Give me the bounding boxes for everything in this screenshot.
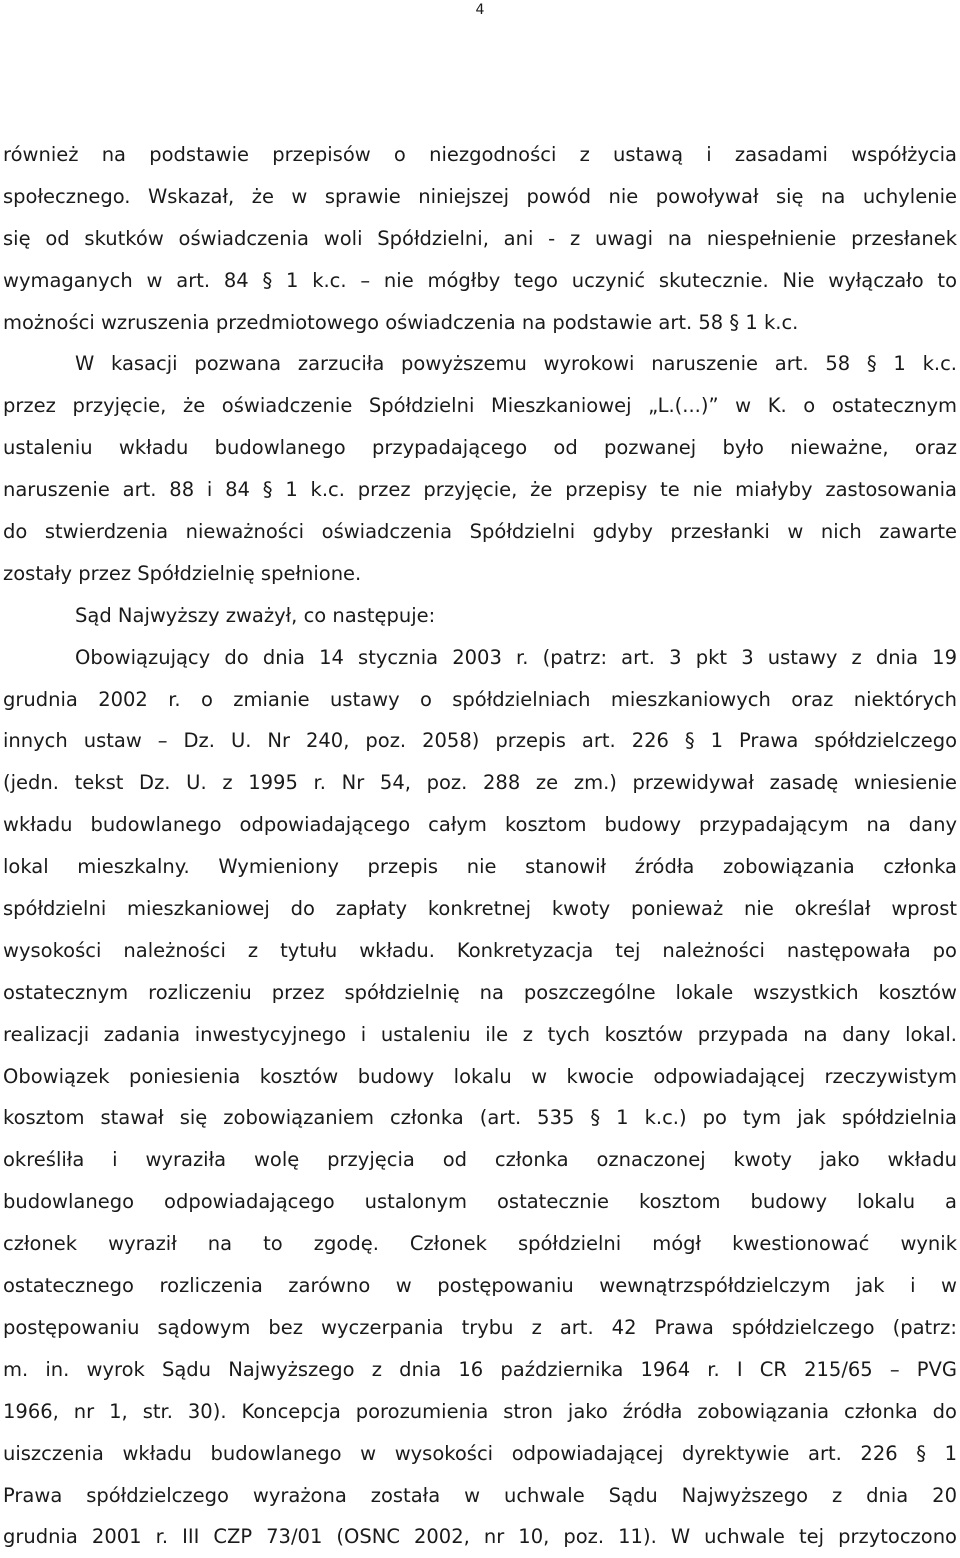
text-line: do stwierdzenia nieważności oświadczenia Spółdzielni gdyby przesłanki w nich zawarte <box>3 520 957 544</box>
text-line: kosztom stawał się zobowiązaniem członka (art. 535 § 1 k.c.) po tym jak spółdzielnia <box>3 1106 957 1130</box>
page-number: 4 <box>475 2 485 18</box>
text-line: Obowiązujący do dnia 14 stycznia 2003 r. (patrz: art. 3 pkt 3 ustawy z dnia 19 <box>75 645 957 669</box>
text-line: ostatecznego rozliczenia zarówno w postępowaniu wewnątrzspółdzielczym jak i w <box>3 1274 957 1298</box>
text-line: również na podstawie przepisów o niezgodności z ustawą i zasadami współżycia <box>3 143 957 166</box>
text-line: lokal mieszkalny. Wymieniony przepis nie stanowił źródła zobowiązania członka <box>3 855 957 879</box>
text-line: wymaganych w art. 84 § 1 k.c. – nie mógłby tego uczynić skutecznie. Nie wyłączało to <box>3 268 957 292</box>
text-line: ostatecznym rozliczeniu przez spółdzielnię na poszczególne lokale wszystkich kosztów <box>3 980 957 1004</box>
text-line: przez przyjęcie, że oświadczenie Spółdzielni Mieszkaniowej „L.(...)” w K. o ostatecznym <box>3 394 957 418</box>
text-line: realizacji zadania inwestycyjnego i ustaleniu ile z tych kosztów przypada na dany lokal. <box>3 1022 957 1046</box>
text-line: się od skutków oświadczenia woli Spółdzielni, ani - z uwagi na niespełnienie przesłanek <box>3 226 957 250</box>
text-line: 1966, nr 1, str. 30). Koncepcja porozumienia stron jako źródła zobowiązania członka do <box>3 1399 957 1423</box>
document-body <box>3 134 957 1558</box>
text-line: innych ustaw – Dz. U. Nr 240, poz. 2058) przepis art. 226 § 1 Prawa spółdzielczego <box>3 729 957 753</box>
text-line: (jedn. tekst Dz. U. z 1995 r. Nr 54, poz. 288 ze zm.) przewidywał zasadę wniesienie <box>3 771 957 795</box>
text-line: naruszenie art. 88 i 84 § 1 k.c. przez przyjęcie, że przepisy te nie miałyby zastosowania <box>3 478 957 502</box>
text-line: określiła i wyraziła wolę przyjęcia od członka oznaczonej kwoty jako wkładu <box>3 1148 957 1172</box>
text-line: m. in. wyrok Sądu Najwyższego z dnia 16 października 1964 r. I CR 215/65 – PVG <box>3 1357 957 1381</box>
text-line: Prawa spółdzielczego wyrażona została w uchwale Sądu Najwyższego z dnia 20 <box>3 1483 957 1507</box>
text-line: W kasacji pozwana zarzuciła powyższemu wyrokowi naruszenie art. 58 § 1 k.c. <box>75 352 957 376</box>
text-line: spółdzielni mieszkaniowej do zapłaty konkretnej kwoty ponieważ nie określał wprost <box>3 897 957 921</box>
text-line: członek wyraził na to zgodę. Członek spółdzielni mógł kwestionować wynik <box>3 1232 957 1256</box>
text-line: uiszczenia wkładu budowlanego w wysokości odpowiadającej dyrektywie art. 226 § 1 <box>3 1441 957 1465</box>
text-line: możności wzruszenia przedmiotowego oświadczenia na podstawie art. 58 § 1 k.c. <box>3 310 799 334</box>
text-line: grudnia 2002 r. o zmianie ustawy o spółdzielniach mieszkaniowych oraz niektórych <box>3 687 957 711</box>
text-line: zostały przez Spółdzielnię spełnione. <box>3 561 362 585</box>
text-line: postępowaniu sądowym bez wyczerpania trybu z art. 42 Prawa spółdzielczego (patrz: <box>3 1315 957 1339</box>
text-line: społecznego. Wskazał, że w sprawie niniejszej powód nie powoływał się na uchylenie <box>3 184 957 208</box>
text-line: budowlanego odpowiadającego ustalonym ostatecznie kosztom budowy lokalu a <box>3 1190 957 1214</box>
text-line: Sąd Najwyższy zważył, co następuje: <box>75 603 436 627</box>
text-line: wysokości należności z tytułu wkładu. Konkretyzacja tej należności następowała po <box>3 938 957 962</box>
text-line: wkładu budowlanego odpowiadającego całym kosztom budowy przypadającym na dany <box>3 813 957 837</box>
text-line: Obowiązek poniesienia kosztów budowy lokalu w kwocie odpowiadającej rzeczywistym <box>3 1064 957 1088</box>
text-line: ustaleniu wkładu budowlanego przypadającego od pozwanej było nieważne, oraz <box>3 436 957 460</box>
text-line: grudnia 2001 r. III CZP 73/01 (OSNC 2002, nr 10, poz. 11). W uchwale tej przytoczono <box>3 1525 957 1549</box>
